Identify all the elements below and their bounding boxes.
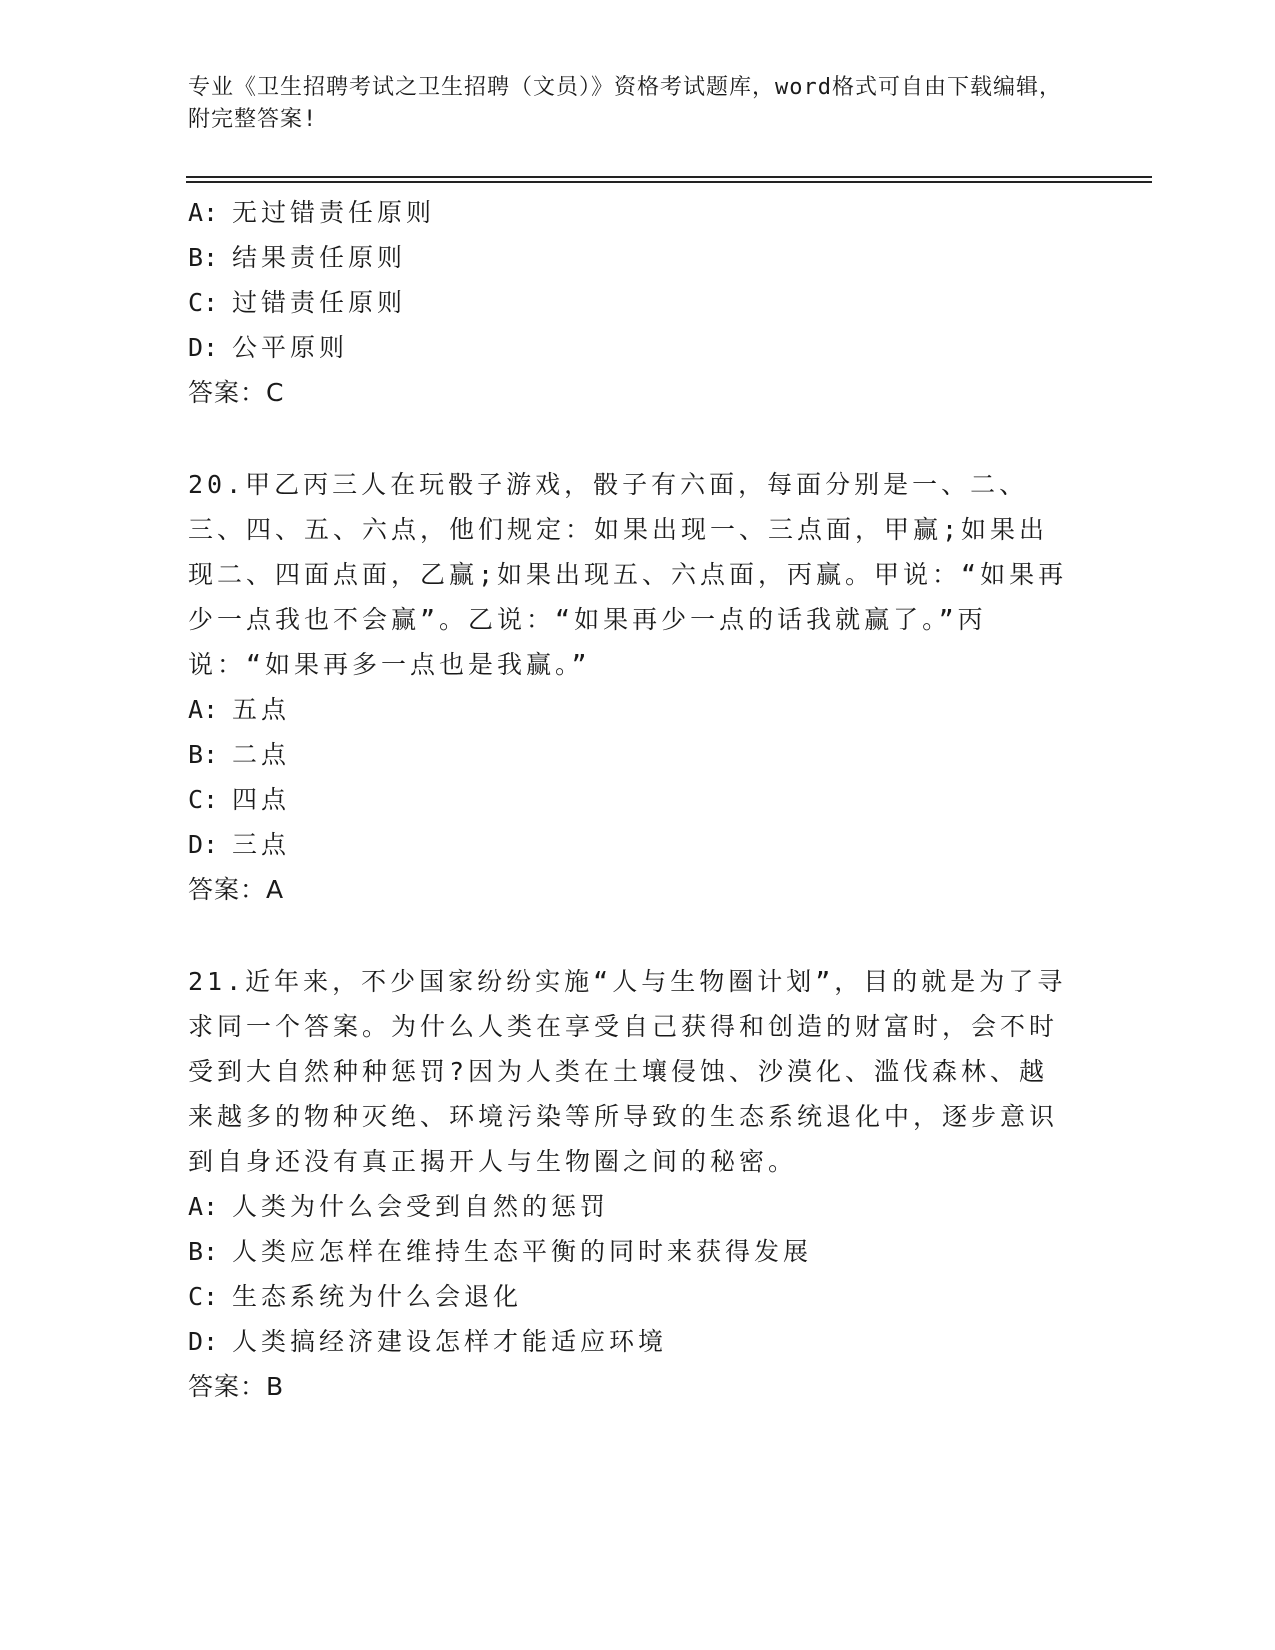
option-a: A: 无过错责任原则 (188, 198, 436, 227)
option-d: D: 三点 (188, 830, 291, 859)
option-b: B: 人类应怎样在维持生态平衡的同时来获得发展 (188, 1237, 813, 1266)
header-intro: 专业《卫生招聘考试之卫生招聘（文员）》资格考试题库，word格式可自由下载编辑，附完整答案! (188, 75, 1062, 132)
question-text: 20.甲乙丙三人在玩骰子游戏，骰子有六面，每面分别是一、二、三、四、五、六点，他们规定：如果出现一、三点面，甲赢;如果出现二、四面点面，乙赢;如果出现五、六点面，丙赢。甲说：“如果再少一点我也不会赢”。乙说：“如果再少一点的话我就赢了。”丙说：“如果再多一点也是我赢。” (188, 470, 1068, 679)
question-19 (188, 190, 1068, 415)
answer-line: 答案：B (188, 1372, 285, 1401)
option-d: D: 人类搞经济建设怎样才能适应环境 (188, 1327, 668, 1356)
answer-line: 答案：A (188, 875, 285, 904)
answer-line: 答案：C (188, 378, 285, 407)
option-c: C: 生态系统为什么会退化 (188, 1282, 523, 1311)
question-20 (188, 462, 1068, 912)
header-divider-top (186, 176, 1152, 178)
option-a: A: 五点 (188, 695, 291, 724)
question-list (188, 190, 1068, 1409)
option-c: C: 四点 (188, 785, 291, 814)
option-d: D: 公平原则 (188, 333, 349, 362)
option-c: C: 过错责任原则 (188, 288, 407, 317)
question-21 (188, 959, 1068, 1409)
option-b: B: 结果责任原则 (188, 243, 407, 272)
option-a: A: 人类为什么会受到自然的惩罚 (188, 1192, 610, 1221)
option-b: B: 二点 (188, 740, 291, 769)
document-header (188, 72, 1068, 136)
question-text: 21.近年来，不少国家纷纷实施“人与生物圈计划”，目的就是为了寻求同一个答案。为什么人类在享受自己获得和创造的财富时，会不时受到大自然种种惩罚?因为人类在土壤侵蚀、沙漠化、滥伐森林、越来越多的物种灭绝、环境污染等所导致的生态系统退化中，逐步意识到自身还没有真正揭开人与生物圈之间的秘密。 (188, 967, 1067, 1176)
header-divider-bottom (186, 181, 1152, 183)
